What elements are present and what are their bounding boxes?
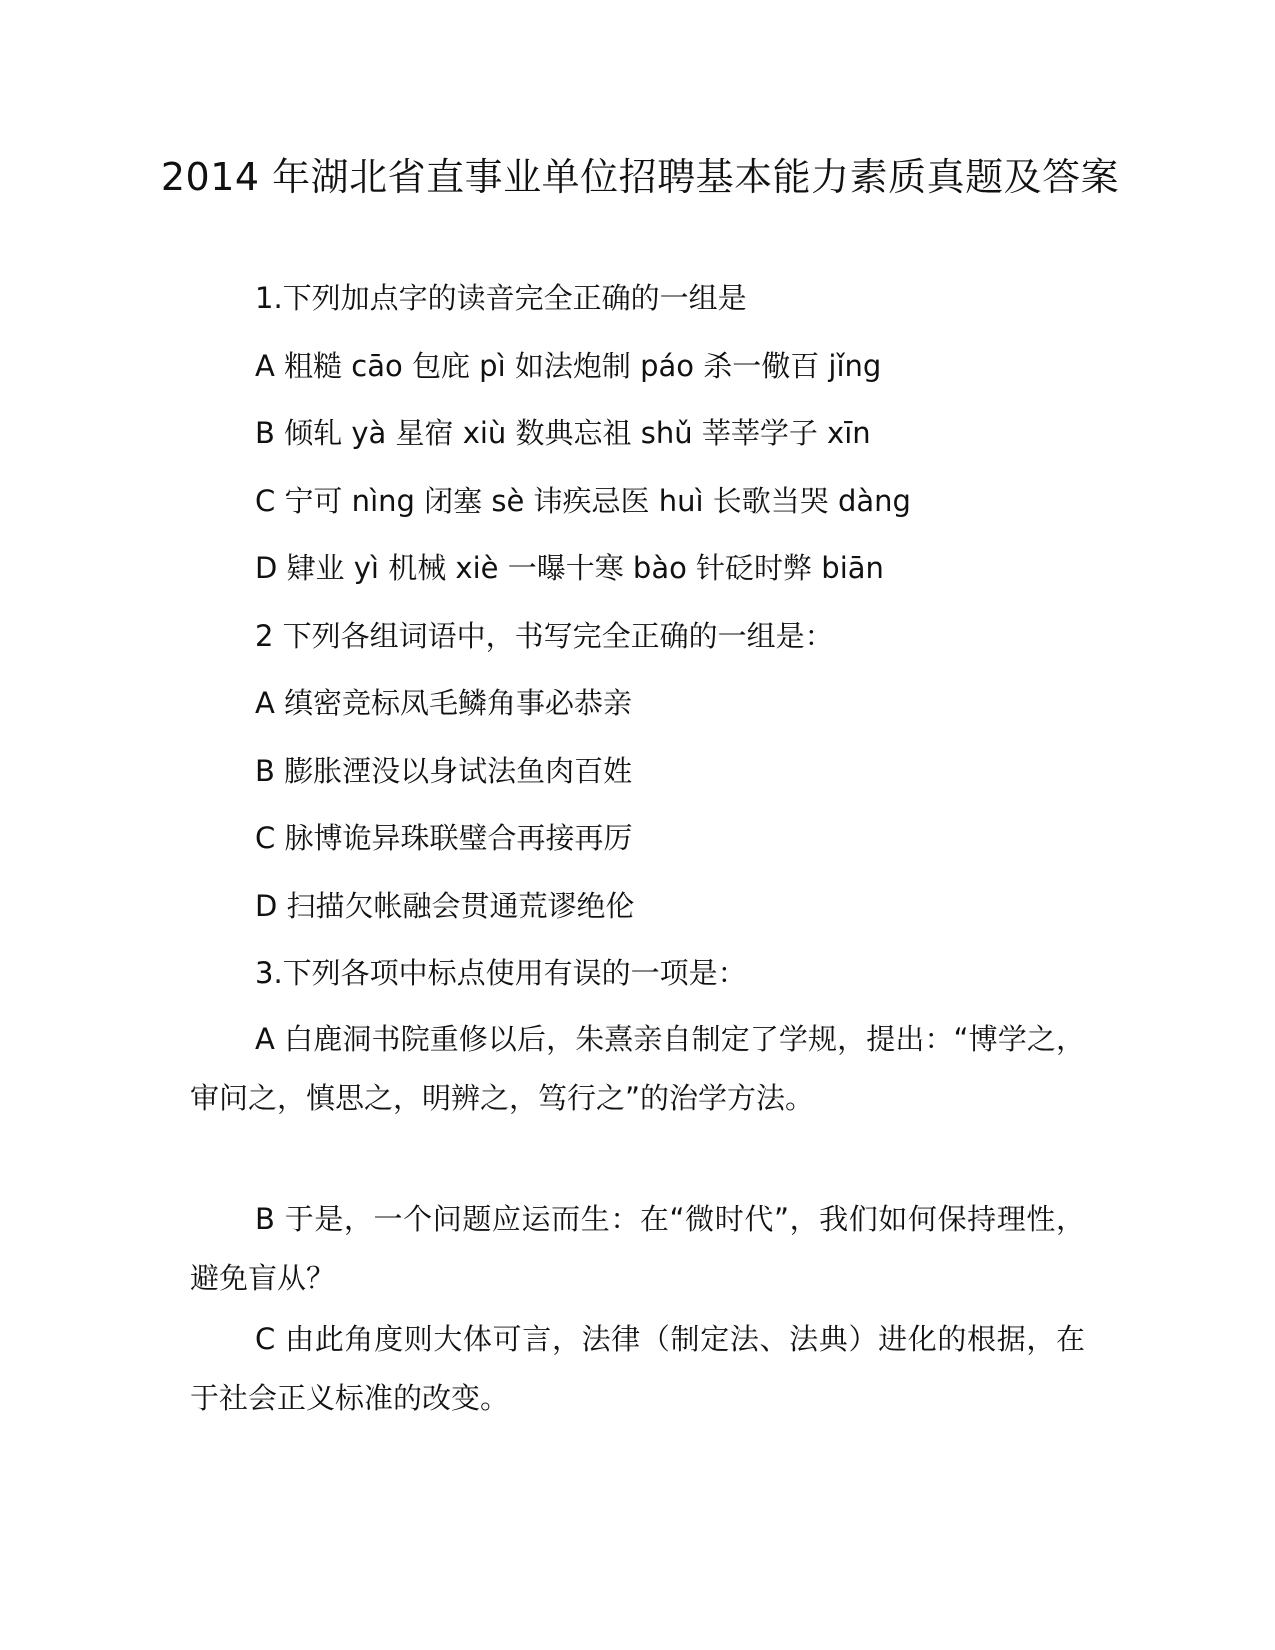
question-3-option-b: B 于是，一个问题应运而生：在“微时代”，我们如何保持理性，避免盲从？: [190, 1202, 1085, 1295]
question-2-option-d: D 扫描欠帐融会贯通荒谬绝伦: [255, 889, 635, 923]
question-1-option-a: A 粗糙 cāo 包庇 pì 如法炮制 páo 杀一儆百 jǐng: [255, 349, 882, 383]
question-2-stem: 2 下列各组词语中，书写完全正确的一组是：: [255, 619, 834, 653]
question-2-option-a: A 缜密竞标凤毛鳞角事必恭亲: [255, 686, 633, 720]
question-1-option-b: B 倾轧 yà 星宿 xiù 数典忘祖 shǔ 莘莘学子 xīn: [255, 416, 871, 450]
question-1-option-c: C 宁可 nìng 闭塞 sè 讳疾忌医 huì 长歌当哭 dàng: [255, 484, 911, 518]
question-3-option-c: C 由此角度则大体可言，法律（制定法、法典）进化的根据，在于社会正义标准的改变。: [190, 1322, 1085, 1415]
question-2-option-c: C 脉博诡异珠联璧合再接再厉: [255, 821, 633, 855]
question-2-option-b: B 膨胀湮没以身试法鱼肉百姓: [255, 754, 633, 788]
question-3-stem: 3.下列各项中标点使用有误的一项是：: [255, 956, 747, 990]
question-1-option-d: D 肄业 yì 机械 xiè 一曝十寒 bào 针砭时弊 biān: [255, 551, 884, 585]
question-3-option-a: A 白鹿洞书院重修以后，朱熹亲自制定了学规，提出：“博学之，审问之，慎思之，明辨之，笃行之”的治学方法。: [190, 1022, 1085, 1115]
document-title: 2014 年湖北省直事业单位招聘基本能力素质真题及答案: [160, 155, 1120, 199]
question-1-stem: 1.下列加点字的读音完全正确的一组是: [255, 281, 747, 315]
